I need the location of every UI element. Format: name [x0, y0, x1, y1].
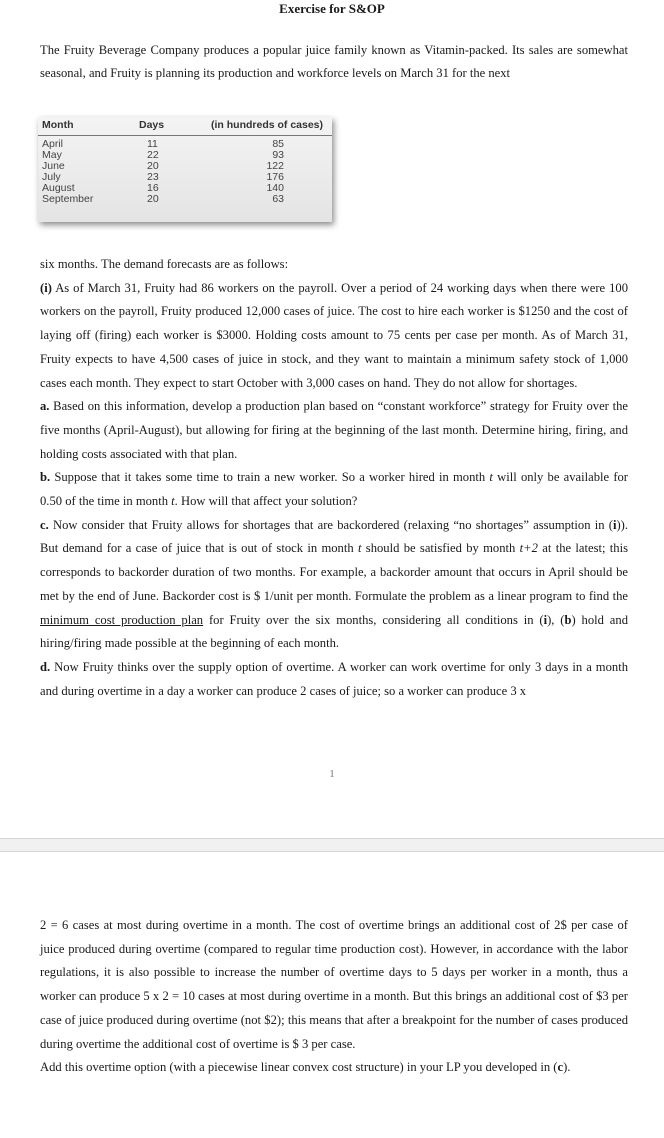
- table-cell-days: 22: [147, 149, 159, 161]
- header-days: Days: [139, 119, 165, 131]
- part-c-var: t+2: [519, 541, 538, 556]
- table-cell-cases: 176: [266, 171, 284, 183]
- problem-body: [40, 253, 628, 703]
- final-instruction: [40, 1056, 628, 1080]
- part-c-var: t: [357, 541, 362, 556]
- table-cell-month: September: [42, 193, 94, 205]
- part-d-label: d.: [40, 659, 51, 674]
- page-separator: [0, 838, 664, 852]
- part-c-text: ) hold and hiring/firing made possible at the beginning of each month.: [40, 612, 628, 651]
- table-cell-month: June: [42, 160, 65, 172]
- part-c-text: should be satisfied by month: [361, 541, 520, 556]
- part-d-text: Now Fruity thinks over the supply option of overtime. A worker can work overtime for only 3 days in a month and during overtime in a day a worker can produce 2 cases of juice; so a worker can produce 3 x: [40, 659, 628, 698]
- table-cell-days: 16: [147, 182, 159, 194]
- part-b-paragraph: [40, 466, 628, 513]
- part-c-ref: i: [543, 612, 548, 627]
- part-c-underlined: minimum cost production plan: [40, 612, 204, 627]
- part-a-paragraph: [40, 395, 628, 466]
- table-cell-cases: 122: [266, 160, 284, 172]
- table-cell-month: August: [42, 182, 75, 194]
- part-c-label: c.: [40, 517, 49, 532]
- demand-forecast-table: [38, 117, 332, 222]
- table-cell-days: 11: [147, 138, 158, 150]
- part-i-label: (i): [40, 280, 52, 295]
- table-cell-month: April: [42, 138, 64, 150]
- intro-paragraph: The Fruity Beverage Company produces a popular juice family known as Vitamin-packed. Its sales are somewhat seasonal, and Fruity is planning its production and workforce levels on March 31 for the next: [40, 43, 628, 80]
- part-a-label: a.: [40, 399, 50, 414]
- part-c-text: )). But demand for a case of juice that is out of stock in month: [40, 517, 628, 556]
- table-cell-cases: 63: [272, 193, 284, 205]
- header-month: Month: [42, 119, 74, 131]
- page-2-body: [40, 914, 628, 1080]
- part-b-var: t: [489, 470, 493, 485]
- part-c-ref: b: [564, 612, 572, 627]
- part-c-text: Now consider that Fruity allows for shortages that are backordered (relaxing “no shortages” assumption in (: [48, 517, 613, 532]
- part-b-text: . How will that affect your solution?: [174, 494, 358, 509]
- part-b-text: will only be available for 0.50 of the time in month: [40, 470, 628, 509]
- part-c-text: at the latest; this corresponds to backorder duration of two months. For example, a backorder amount that occurs in April should be met by the end of June. Backorder cost is $ 1/unit per month. Formulate the problem as a linear program to find the: [40, 541, 629, 603]
- table-cell-days: 20: [147, 193, 159, 205]
- part-c-ref: i: [612, 517, 617, 532]
- table-cell-days: 23: [147, 171, 159, 183]
- part-c-text: for Fruity over the six months, considering all conditions in (: [203, 612, 544, 627]
- part-b-text: Suppose that it takes some time to train a new worker. So a worker hired in month: [50, 470, 490, 485]
- table-cell-month: May: [42, 149, 62, 161]
- part-i-paragraph: [40, 277, 628, 396]
- part-i-text: As of March 31, Fruity had 86 workers on the payroll. Over a period of 24 working days when there were 100 workers on the payroll, Fruity produced 12,000 cases of juice. The cost to hire each worker is $1250 and the cost of laying off (firing) each worker is $3000. Holding costs amount to 75 cents per case per month. As of March 31, Fruity expects to have 4,500 cases of juice in stock, and they want to maintain a minimum safety stock of 1,000 cases each month. They expect to start October with 3,000 cases on hand. They do not allow for shortages.: [40, 280, 628, 390]
- document-title: Exercise for S&OP: [279, 1, 385, 16]
- final-text: Add this overtime option (with a piecewise linear convex cost structure) in your LP you developed in (: [40, 1060, 558, 1075]
- part-d-continued: 2 = 6 cases at most during overtime in a month. The cost of overtime brings an additional cost of 2$ per case of juice produced during overtime (compared to regular time production cost). However, in accordance with the labor regulations, it is also possible to increase the number of overtime days to 5 days per worker in a month, thus a worker can produce 5 x 2 = 10 cases at most during overtime in a month. But this brings an additional cost of $3 per case of juice produced during overtime (not $2); this means that after a breakpoint for the number of cases produced during overtime the additional cost of overtime is $ 3 per case.: [40, 918, 628, 1051]
- final-ref: c: [557, 1060, 564, 1075]
- table-cell-cases: 93: [272, 149, 284, 161]
- part-c-paragraph: [40, 514, 628, 656]
- table-cell-days: 20: [147, 160, 159, 172]
- final-text: ).: [563, 1060, 571, 1075]
- part-b-label: b.: [40, 470, 51, 485]
- part-b-var: t: [171, 494, 175, 509]
- header-cases: (in hundreds of cases): [211, 119, 324, 131]
- demand-intro: six months. The demand forecasts are as follows:: [40, 257, 289, 271]
- table-cell-month: July: [42, 171, 61, 183]
- table-cell-cases: 85: [272, 138, 284, 150]
- part-a-text: Based on this information, develop a production plan based on “constant workforce” strategy for Fruity over the five months (April-August), but allowing for firing at the beginning of the last month. Determine hiring, firing, and holding costs associated with that plan.: [40, 399, 628, 461]
- part-c-text: ), (: [547, 612, 565, 627]
- part-d-paragraph: [40, 656, 628, 703]
- page-number: 1: [329, 768, 335, 780]
- table-cell-cases: 140: [266, 182, 284, 194]
